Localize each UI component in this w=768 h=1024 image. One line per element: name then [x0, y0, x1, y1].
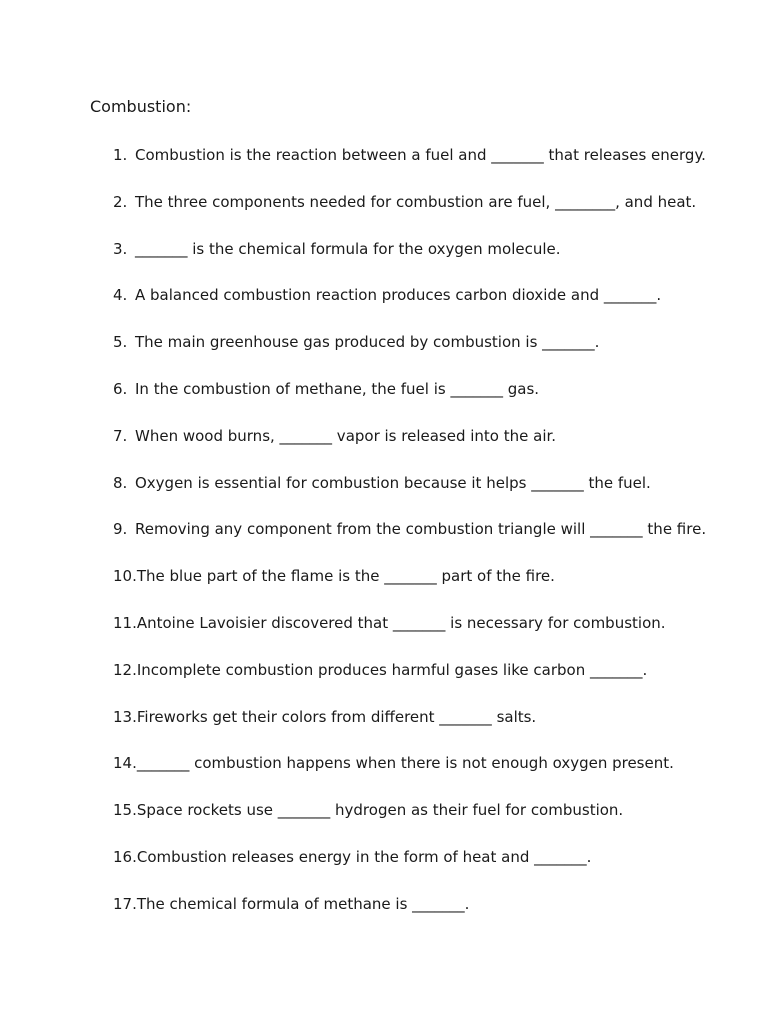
- question-item: [113, 378, 763, 425]
- question-number: 15.: [113, 801, 137, 820]
- question-item: [113, 144, 763, 191]
- question-text: Oxygen is essential for combustion because it helps _______ the fuel.: [135, 473, 651, 492]
- question-number: 8.: [113, 473, 128, 492]
- question-item: [113, 846, 763, 893]
- question-item: [113, 565, 763, 612]
- question-item: [113, 893, 763, 940]
- question-text: Removing any component from the combustion triangle will _______ the fire.: [135, 520, 707, 539]
- question-item: [113, 284, 763, 331]
- question-number: 16.: [113, 847, 137, 866]
- question-text: Antoine Lavoisier discovered that _______ is necessary for combustion.: [136, 613, 666, 632]
- question-item: [113, 191, 763, 238]
- question-number: 5.: [113, 333, 128, 352]
- question-number: 14.: [113, 754, 137, 773]
- question-number: 12.: [113, 660, 137, 679]
- question-item: [113, 425, 763, 472]
- question-text: Incomplete combustion produces harmful gases like carbon _______.: [136, 660, 648, 679]
- question-number: 11.: [113, 613, 137, 632]
- question-item: [113, 238, 763, 285]
- question-item: [113, 472, 763, 519]
- question-number: 17.: [113, 894, 137, 913]
- question-text: Combustion is the reaction between a fuel and _______ that releases energy.: [135, 146, 706, 164]
- question-number: 3.: [113, 239, 128, 258]
- question-text: The blue part of the flame is the _______ part of the fire.: [136, 567, 555, 586]
- question-number: 9.: [113, 520, 128, 539]
- question-text: _______ is the chemical formula for the oxygen molecule.: [135, 239, 561, 258]
- question-text: When wood burns, _______ vapor is released into the air.: [135, 426, 557, 445]
- question-text: _______ combustion happens when there is not enough oxygen present.: [136, 754, 674, 773]
- question-item: [113, 706, 763, 753]
- question-text: The three components needed for combustion are fuel, ________, and heat.: [135, 192, 697, 211]
- question-number: 13.: [113, 707, 137, 726]
- question-item: [113, 659, 763, 706]
- question-text: Space rockets use _______ hydrogen as their fuel for combustion.: [136, 801, 624, 820]
- question-item: [113, 518, 763, 565]
- question-number: 4.: [113, 286, 128, 305]
- question-text: The main greenhouse gas produced by combustion is _______.: [135, 333, 600, 352]
- question-text: The chemical formula of methane is _______.: [136, 894, 470, 913]
- question-number: 7.: [113, 426, 128, 445]
- question-number: 2.: [113, 192, 128, 211]
- question-number: 6.: [113, 379, 128, 398]
- worksheet-heading: Combustion:: [90, 97, 192, 116]
- question-number: 1.: [113, 146, 128, 164]
- question-text: Fireworks get their colors from different _______ salts.: [136, 707, 537, 726]
- question-item: [113, 612, 763, 659]
- question-number: 10.: [113, 567, 137, 586]
- question-text: Combustion releases energy in the form of heat and _______.: [136, 847, 592, 866]
- question-list: [113, 144, 763, 940]
- question-item: [113, 331, 763, 378]
- question-item: [113, 799, 763, 846]
- question-item: [113, 752, 763, 799]
- question-text: In the combustion of methane, the fuel is _______ gas.: [135, 379, 540, 398]
- question-text: A balanced combustion reaction produces carbon dioxide and _______.: [135, 286, 662, 305]
